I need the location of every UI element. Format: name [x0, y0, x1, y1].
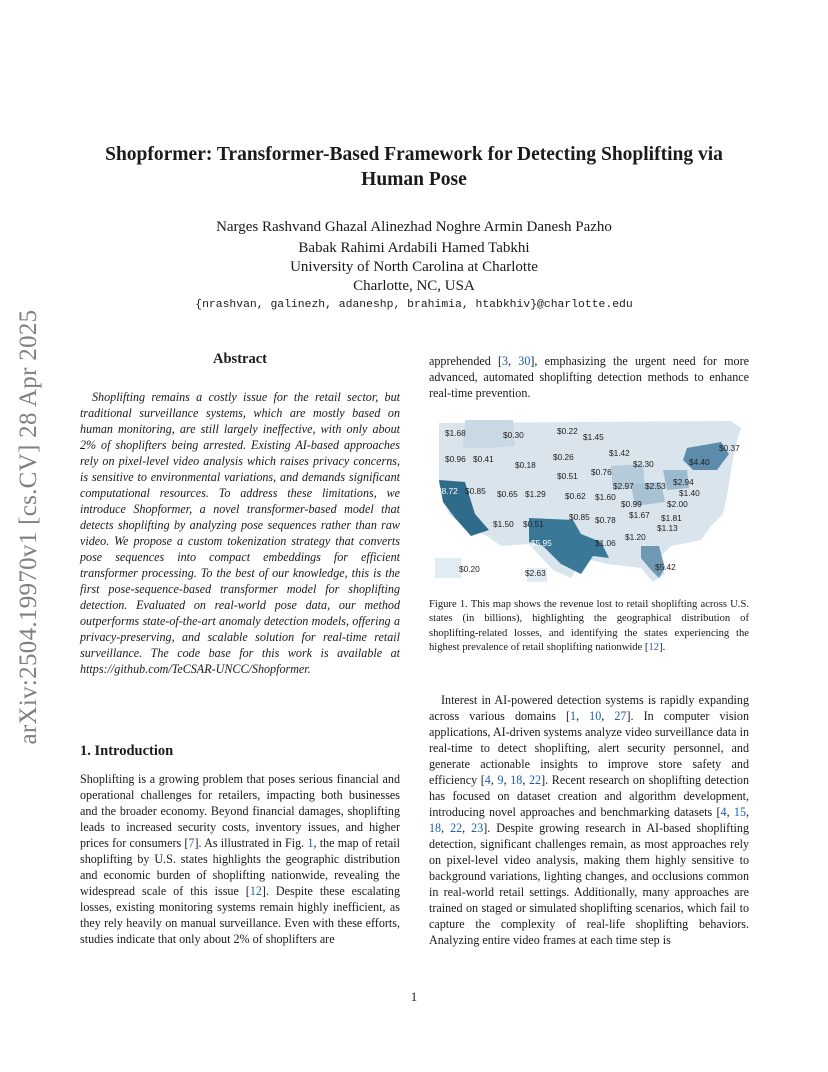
map-value-label: $2.00 — [667, 499, 688, 509]
map-value-label: $0.96 — [445, 454, 466, 464]
abstract-heading: Abstract — [213, 351, 267, 367]
map-value-label: $1.13 — [657, 523, 678, 533]
text-run: , — [508, 354, 519, 368]
caption-text: Figure 1. This map shows the revenue lost to retail shoplifting across U.S. states (in billions), highlighting the geographical distribution of shoplifting-related losses, and identifying the states experiencing the highest prevalence of retail shoplifting nationwide [ — [429, 599, 749, 654]
citation-link[interactable]: 4 — [720, 805, 727, 819]
text-run: Interest in AI-powered detection systems is rapidly expanding across various domains [ — [429, 693, 749, 723]
author-list-line-2: Babak Rahimi Ardabili Hamed Tabkhi — [298, 240, 530, 256]
text-run: , — [522, 773, 529, 787]
author-list-line-1: Narges Rashvand Ghazal Alinezhad Noghre Armin Danesh Pazho — [216, 219, 612, 235]
text-run: , — [503, 773, 511, 787]
map-value-label: $1.60 — [595, 492, 616, 502]
right-column-paragraph-main — [429, 692, 749, 948]
affiliation: University of North Carolina at Charlotte — [290, 259, 538, 275]
citation-link[interactable]: 30 — [518, 354, 531, 368]
figure-caption — [429, 598, 749, 656]
text-run: apprehended [ — [429, 354, 503, 368]
map-value-label: $0.37 — [719, 443, 740, 453]
text-run: ]. Despite growing research in AI-based shoplifting detection, significant challenges remain, as most approaches rely on pixel-level video analysis, making them highly sensitive to background variations, lighting changes, and occlusions common in real-world retail settings. Additionally, many approaches are trained on staged or simulated shoplifting scenarios, which fail to capture the complexity of real-life shoplifting behaviors. Analyzing entire video frames at each time step is — [429, 821, 750, 947]
us-choropleth-map — [431, 418, 749, 584]
citation-link[interactable]: 15 — [733, 805, 746, 819]
section-heading-introduction: 1. Introduction — [80, 743, 174, 759]
citation-link[interactable]: 18 — [429, 821, 442, 835]
text-run: , — [462, 821, 472, 835]
map-value-label: $2.97 — [613, 481, 634, 491]
page-number: 1 — [410, 990, 418, 1004]
map-value-label: $1.42 — [609, 448, 630, 458]
arxiv-identifier-stamp: arXiv:2504.19970v1 [cs.CV] 28 Apr 2025 — [15, 309, 42, 745]
map-value-label: $0.51 — [523, 519, 544, 529]
map-value-label: $2.53 — [645, 481, 666, 491]
text-run: , — [726, 805, 734, 819]
citation-link[interactable]: 22 — [529, 773, 542, 787]
text-run: , — [601, 709, 615, 723]
map-value-label: $0.41 — [473, 454, 494, 464]
map-value-label: $0.18 — [515, 460, 536, 470]
text-run: ]. As illustrated in Fig. — [194, 836, 308, 850]
shoplifting-loss-map-figure — [431, 418, 749, 584]
introduction-paragraph — [80, 771, 400, 947]
text-run: ]. Despite these escalating losses, existing monitoring systems remain highly inefficient, as they rely heavily on manual surveillance. Even with these efforts, studies indicate that only about 2% of shoplifters are — [80, 884, 401, 946]
map-value-label: $1.81 — [661, 513, 682, 523]
caption-text-end: ]. — [659, 642, 666, 654]
abstract-text: Shoplifting remains a costly issue for the retail sector, but traditional surveillance systems, which are mostly based on human monitoring, are still largely ineffective, with only about 2% of shoplifters being arrested. Existing AI-based approaches rely on pixel-level video analysis which raises privacy concerns, is sensitive to environmental variations, and demands significant computational resources. To address these limitations, we introduce Shopformer, a novel transformer-based model that detects shoplifting by analyzing pose sequences rather than raw video. We propose a custom tokenization strategy that converts pose sequences into compact embeddings for efficient transformer processing. To the best of our knowledge, this is the first pose-sequence-based transformer model for shoplifting detection. Evaluated on real-world pose data, our method outperforms state-of-the-art anomaly detection models, offering a privacy-preserving, and scalable solution for real-time retail surveillance. The code base for this work is available at https://github.com/TeCSAR-UNCC/Shopformer. — [80, 390, 400, 676]
title-line-1: Shopformer: Transformer-Based Framework for Detecting Shoplifting via — [105, 144, 723, 165]
map-value-label: $0.76 — [591, 467, 612, 477]
citation-link[interactable]: 1 — [570, 709, 577, 723]
citation-link[interactable]: 4 — [484, 773, 491, 787]
citation-link[interactable]: 12 — [249, 884, 262, 898]
map-value-label: $0.26 — [553, 452, 574, 462]
text-run: , the map of retail shoplifting by U.S. states highlights the geographic distribution and economic burden of shoplifting nationwide, revealing the widespread scale of this issue [ — [80, 836, 400, 898]
citation-link[interactable]: 7 — [188, 836, 195, 850]
map-value-label: $2.63 — [525, 568, 546, 578]
map-value-label: $2.94 — [673, 477, 694, 487]
map-value-label: $4.40 — [689, 457, 710, 467]
text-run: ], emphasizing the urgent need for more advanced, automated shoplifting detection methods to enhance real-time prevention. — [429, 354, 749, 400]
map-value-label: $0.62 — [565, 491, 586, 501]
map-value-label: $0.51 — [557, 471, 578, 481]
map-value-label: $8.72 — [437, 486, 458, 496]
map-value-label: $0.85 — [465, 486, 486, 496]
map-value-label: $1.45 — [583, 432, 604, 442]
text-run: , — [490, 773, 498, 787]
citation-link[interactable]: 22 — [450, 821, 463, 835]
map-value-label: $1.67 — [629, 510, 650, 520]
map-value-label: $2.30 — [633, 459, 654, 469]
text-run: , — [441, 821, 451, 835]
map-value-label: $1.20 — [625, 532, 646, 542]
right-column-paragraph-top — [429, 353, 749, 401]
text-run: , — [745, 805, 750, 819]
text-run: Shoplifting is a growing problem that poses serious financial and operational challenges for retailers, impacting both businesses and the broader economy. Beyond financial damages, shoplifting leads to increased security costs, inventory issues, and higher prices for consumers [ — [80, 772, 400, 850]
paper-title — [60, 142, 768, 192]
map-value-label: $0.30 — [503, 430, 524, 440]
map-value-label: $1.29 — [525, 489, 546, 499]
text-run: , — [576, 709, 590, 723]
map-value-label: $1.40 — [679, 488, 700, 498]
state-alaska — [435, 558, 461, 578]
author-emails: {nrashvan, galinezh, adaneshp, brahimia, htabkhiv}@charlotte.edu — [195, 299, 633, 311]
map-value-label: $5.42 — [655, 562, 676, 572]
map-value-label: $1.50 — [493, 519, 514, 529]
map-value-label: $0.85 — [569, 512, 590, 522]
figure-reference-link[interactable]: 1 — [307, 836, 314, 850]
map-value-label: $0.78 — [595, 515, 616, 525]
map-value-label: $5.95 — [531, 538, 552, 548]
citation-link[interactable]: 3 — [502, 354, 509, 368]
title-line-2: Human Pose — [361, 169, 467, 190]
citation-link[interactable]: 27 — [614, 709, 627, 723]
text-run: ]. Recent research on shoplifting detection has focused on dataset creation and algorithm development, introducing novel approaches and benchmarking datasets [ — [429, 773, 750, 819]
map-value-label: $1.06 — [595, 538, 616, 548]
location: Charlotte, NC, USA — [353, 278, 475, 294]
map-value-label: $0.99 — [621, 499, 642, 509]
map-value-label: $0.65 — [497, 489, 518, 499]
citation-link[interactable]: 18 — [510, 773, 523, 787]
citation-link[interactable]: 9 — [497, 773, 504, 787]
map-value-label: $0.22 — [557, 426, 578, 436]
map-value-label: $0.20 — [459, 564, 480, 574]
citation-link[interactable]: 10 — [589, 709, 602, 723]
citation-link[interactable]: 23 — [471, 821, 484, 835]
map-value-label: $1.68 — [445, 428, 466, 438]
citation-link[interactable]: 12 — [648, 642, 660, 654]
text-run: ]. In computer vision applications, AI-driven systems analyze video surveillance data in real-time to detect shoplifting, alert security personnel, and generate actionable insights to improve store safety and efficiency [ — [429, 709, 750, 787]
